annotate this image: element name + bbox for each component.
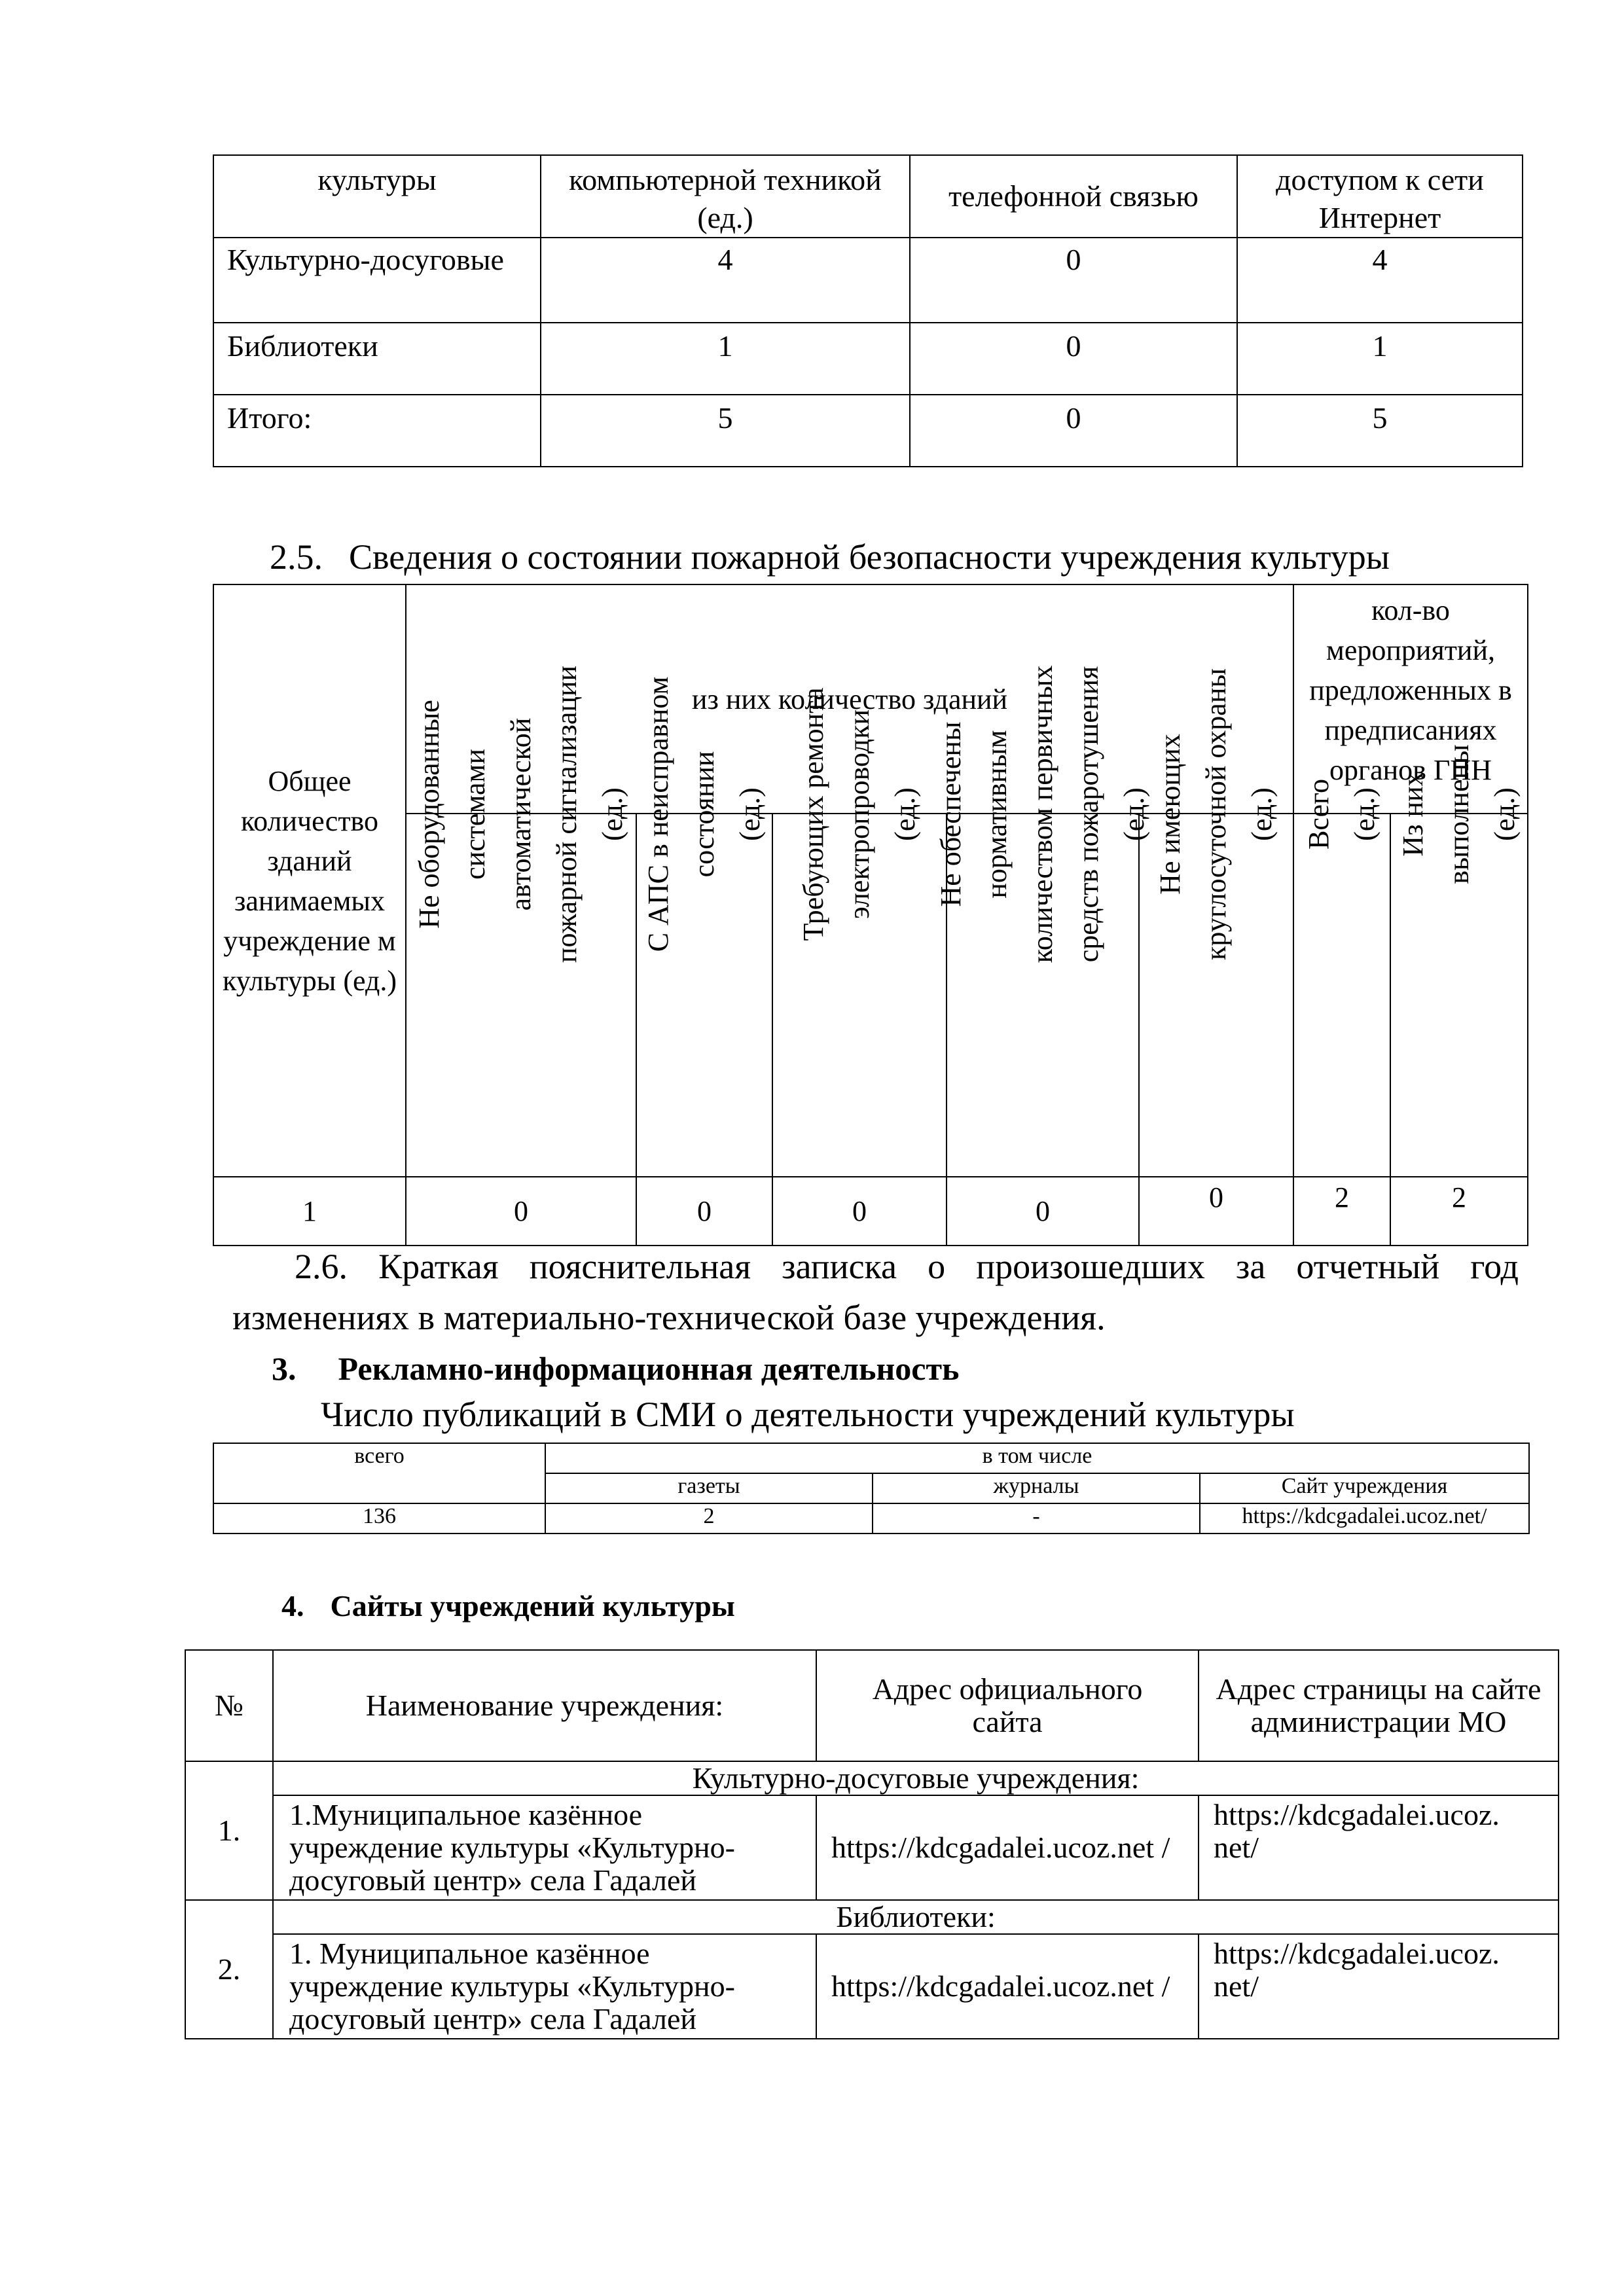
sites-row-admin-site[interactable]: https://kdcgadalei.ucoz. net/ bbox=[1199, 1934, 1559, 2039]
fire-safety-table bbox=[213, 584, 1528, 1246]
media-value[interactable]: https://kdcgadalei.ucoz.net/ bbox=[1200, 1503, 1529, 1534]
fire-header-measures: кол-во мероприятий, предложенных в предписаниях органов ГПН bbox=[1293, 584, 1528, 814]
fire-value: 0 bbox=[636, 1177, 772, 1246]
media-value: 2 bbox=[545, 1503, 873, 1534]
sites-row-admin-site[interactable]: https://kdcgadalei.ucoz. net/ bbox=[1199, 1795, 1559, 1900]
table-row bbox=[213, 1177, 1528, 1246]
sites-row-name: 1. Муниципальное казённое учреждение культуры «Культурно-досуговый центр» села Гадалей bbox=[273, 1934, 816, 2039]
section-3-heading bbox=[272, 1350, 960, 1388]
fire-subheader: Из них выполнены (ед.) bbox=[1390, 814, 1528, 1177]
fire-value: 0 bbox=[772, 1177, 947, 1246]
section-2-5-heading bbox=[270, 537, 1390, 577]
fire-subheader: Не имеющих круглосуточной охраны (ед.) bbox=[1139, 814, 1293, 1177]
table-row bbox=[213, 1503, 1529, 1534]
fire-header-total: Общее количество зданий занимаемых учреждение м культуры (ед.) bbox=[213, 584, 406, 1177]
equipment-cell: 5 bbox=[541, 395, 910, 467]
media-table bbox=[213, 1443, 1530, 1534]
fire-subheader: Не обеспечены нормативным количеством первичных средств пожаротушения (ед.) bbox=[947, 814, 1139, 1177]
section-number: 3. bbox=[272, 1350, 297, 1387]
section-2-6-line-1: 2.6. Краткая пояснительная записка о произошедших за отчетный год bbox=[295, 1247, 1519, 1286]
section-4-heading bbox=[281, 1588, 735, 1623]
media-value: 136 bbox=[213, 1503, 545, 1534]
sites-row-num: 2. bbox=[185, 1900, 273, 2039]
sites-table bbox=[185, 1649, 1559, 2039]
equipment-cell: 0 bbox=[910, 395, 1237, 467]
equipment-row-name: Культурно-досуговые bbox=[213, 238, 541, 323]
sites-row-site[interactable]: https://kdcgadalei.ucoz.net / bbox=[816, 1934, 1199, 2039]
equipment-header-internet: доступом к сети Интернет bbox=[1237, 155, 1523, 238]
sites-header-name: Наименование учреждения: bbox=[273, 1650, 816, 1761]
equipment-cell: 0 bbox=[910, 323, 1237, 395]
section-number: 4. bbox=[281, 1589, 304, 1623]
table-row bbox=[213, 238, 1523, 323]
fire-value: 1 bbox=[213, 1177, 406, 1246]
fire-value: 0 bbox=[406, 1177, 636, 1246]
section-3-subtitle: Число публикаций в СМИ о деятельности учреждений культуры bbox=[321, 1395, 1295, 1434]
equipment-cell: 4 bbox=[1237, 238, 1523, 323]
equipment-header-phone: телефонной связью bbox=[910, 155, 1237, 238]
equipment-cell: 1 bbox=[541, 323, 910, 395]
media-header-group: в том числе bbox=[545, 1443, 1529, 1473]
section-number: 2.5. bbox=[270, 537, 323, 577]
equipment-table bbox=[213, 154, 1523, 467]
media-header-magazines: журналы bbox=[873, 1473, 1200, 1503]
section-title: Сведения о состоянии пожарной безопасности учреждения культуры bbox=[349, 537, 1390, 577]
section-2-6-line-2: изменениях в материально-технической базе учреждения. bbox=[232, 1298, 1106, 1337]
sites-group-label: Культурно-досуговые учреждения: bbox=[273, 1761, 1559, 1795]
sites-group-label: Библиотеки: bbox=[273, 1900, 1559, 1934]
sites-header-num: № bbox=[185, 1650, 273, 1761]
fire-value: 2 bbox=[1390, 1177, 1528, 1246]
media-header-newspapers: газеты bbox=[545, 1473, 873, 1503]
sites-row-name: 1.Муниципальное казённое учреждение культуры «Культурно-досуговый центр» села Гадалей bbox=[273, 1795, 816, 1900]
media-value: - bbox=[873, 1503, 1200, 1534]
media-header-site: Сайт учреждения bbox=[1200, 1473, 1529, 1503]
sites-row-num: 1. bbox=[185, 1761, 273, 1900]
equipment-row-name: Библиотеки bbox=[213, 323, 541, 395]
fire-header-group: из них количество зданий bbox=[406, 584, 1293, 814]
equipment-cell: 5 bbox=[1237, 395, 1523, 467]
sites-header-admin: Адрес страницы на сайте администрации МО bbox=[1199, 1650, 1559, 1761]
media-header-total: всего bbox=[213, 1443, 545, 1503]
table-row bbox=[185, 1795, 1559, 1900]
table-row bbox=[213, 395, 1523, 467]
fire-subheader: Требующих ремонта электропроводки (ед.) bbox=[772, 814, 947, 1177]
section-title: Сайты учреждений культуры bbox=[330, 1589, 735, 1623]
fire-subheader: Не оборудованные системами автоматической пожарной сигнализации (ед.) bbox=[406, 814, 636, 1177]
sites-row-site[interactable]: https://kdcgadalei.ucoz.net / bbox=[816, 1795, 1199, 1900]
equipment-header-culture: культуры bbox=[213, 155, 541, 238]
equipment-cell: 0 bbox=[910, 238, 1237, 323]
fire-subheader: С АПС в неисправном состоянии (ед.) bbox=[636, 814, 772, 1177]
equipment-header-computers: компьютерной техникой (ед.) bbox=[541, 155, 910, 238]
equipment-cell: 1 bbox=[1237, 323, 1523, 395]
fire-value: 0 bbox=[1139, 1177, 1293, 1246]
equipment-row-name: Итого: bbox=[213, 395, 541, 467]
sites-header-site: Адрес официального сайта bbox=[816, 1650, 1199, 1761]
table-row bbox=[213, 323, 1523, 395]
fire-subheader: Всего (ед.) bbox=[1293, 814, 1390, 1177]
fire-value: 0 bbox=[947, 1177, 1139, 1246]
table-row bbox=[185, 1934, 1559, 2039]
section-title: Рекламно-информационная деятельность bbox=[338, 1350, 960, 1387]
fire-value: 2 bbox=[1293, 1177, 1390, 1246]
equipment-cell: 4 bbox=[541, 238, 910, 323]
